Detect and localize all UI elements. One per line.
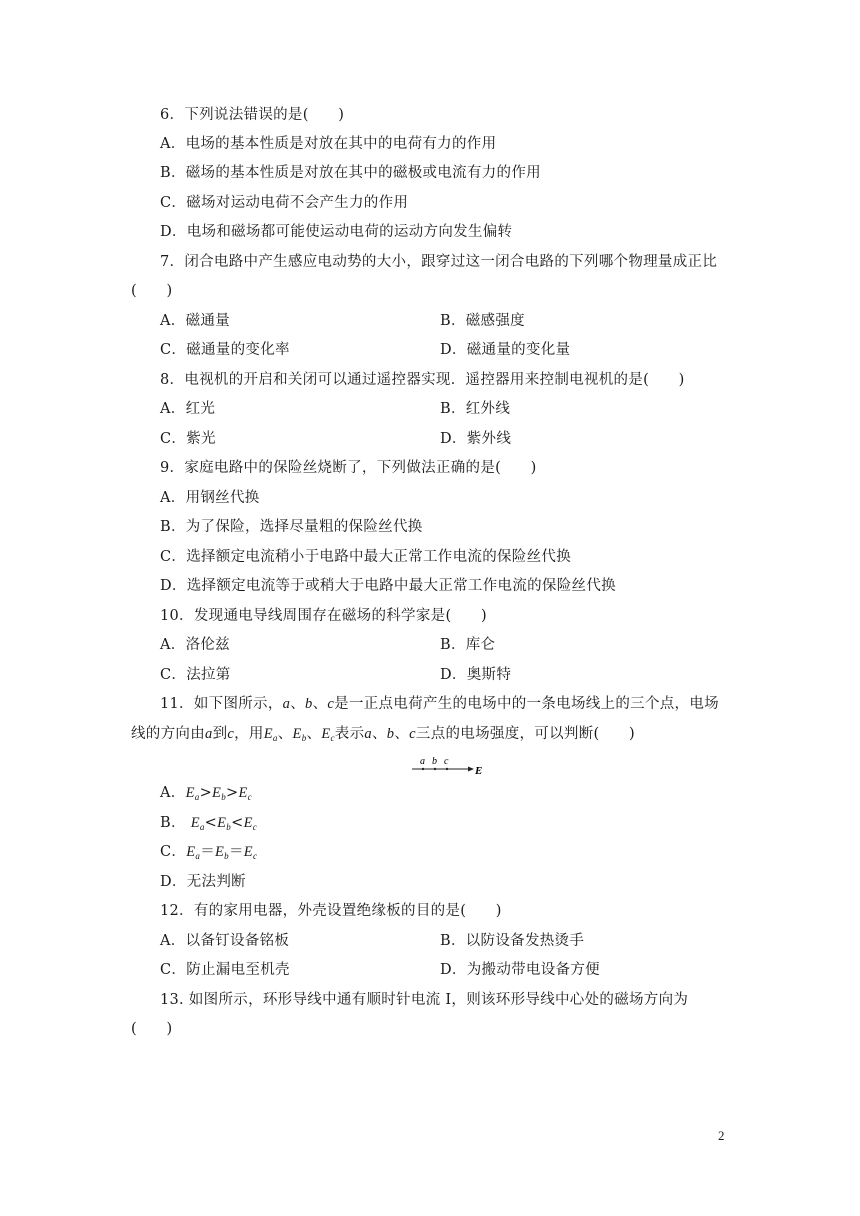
q12-option-d: D．为搬动带电设备方便 [440, 962, 600, 978]
q13-stem-line1: 13. 如图所示，环形导线中通有顺时针电流 I，则该环形导线中心处的磁场方向为 [160, 992, 689, 1008]
q12-option-a: A．以备钉设备铭板 [160, 933, 290, 949]
q11-stem-line2: 线的方向由a到c，用$E_a$、$E_b$、$E_c$表示a、b、c三点的电场强度，可以判断( ) [131, 726, 636, 743]
q11-option-b: B． $E_a<E_b<E_c$ [160, 815, 258, 832]
q6-stem: 6．下列说法错误的是( ) [160, 107, 345, 123]
q10-option-a: A．洛伦兹 [160, 637, 230, 653]
q9-option-c: C．选择额定电流稍小于电路中最大正常工作电流的保险丝代换 [160, 549, 571, 565]
field-arrowhead [468, 767, 474, 772]
electric-field-line-figure [410, 756, 490, 778]
q10-option-c: C．法拉第 [160, 667, 231, 683]
q9-option-b: B．为了保险，选择尽量粗的保险丝代换 [160, 519, 423, 535]
q10-option-b: B．库仑 [440, 637, 496, 653]
figure-label-a: a [420, 756, 425, 767]
q8-option-c: C．紫光 [160, 431, 216, 447]
point-c-dot [446, 768, 448, 770]
q8-option-a: A．红光 [160, 401, 216, 417]
point-b-dot [434, 768, 436, 770]
figure-label-b: b [432, 756, 437, 767]
q7-option-b: B．磁感强度 [440, 313, 525, 329]
q7-option-a: A．磁通量 [160, 313, 230, 329]
point-a-dot [422, 768, 424, 770]
q6-option-d: D．电场和磁场都可能使运动电荷的运动方向发生偏转 [160, 224, 513, 240]
q12-option-c: C．防止漏电至机壳 [160, 962, 290, 978]
figure-label-c: c [444, 756, 449, 767]
q9-option-a: A．用钢丝代换 [160, 490, 260, 506]
q6-option-b: B．磁场的基本性质是对放在其中的磁极或电流有力的作用 [160, 165, 541, 181]
q6-option-c: C．磁场对运动电荷不会产生力的作用 [160, 195, 409, 211]
q7-stem-line2: ( ) [131, 283, 173, 299]
q7-option-d: D．磁通量的变化量 [440, 342, 571, 358]
q12-option-b: B．以防设备发热烫手 [440, 933, 585, 949]
q10-option-d: D．奥斯特 [440, 667, 512, 683]
q8-option-b: B．红外线 [440, 401, 511, 417]
q11-stem-line1: 11．如下图所示，a、b、c是一正点电荷产生的电场中的一条电场线上的三个点，电场 [160, 696, 719, 712]
q9-option-d: D．选择额定电流等于或稍大于电路中最大正常工作电流的保险丝代换 [160, 578, 616, 594]
q12-stem: 12．有的家用电器，外壳设置绝缘板的目的是( ) [160, 903, 502, 919]
figure-label-E: E [475, 765, 483, 777]
q8-option-d: D．紫外线 [440, 431, 512, 447]
q13-stem-line2: ( ) [131, 1021, 173, 1037]
q6-option-a: A．电场的基本性质是对放在其中的电荷有力的作用 [160, 136, 497, 152]
q11-option-a: A．$E_a>E_b>E_c$ [160, 785, 252, 802]
q7-option-c: C．磁通量的变化率 [160, 342, 290, 358]
q10-stem: 10．发现通电导线周围存在磁场的科学家是( ) [160, 608, 487, 624]
page-number: 2 [718, 1128, 725, 1143]
q9-stem: 9．家庭电路中的保险丝烧断了，下列做法正确的是( ) [160, 460, 537, 476]
q7-stem-line1: 7．闭合电路中产生感应电动势的大小，跟穿过这一闭合电路的下列哪个物理量成正比 [160, 254, 718, 270]
q11-option-d: D．无法判断 [160, 874, 246, 890]
q11-option-c: C．$E_a=E_b=E_c$ [160, 844, 258, 861]
q8-stem: 8．电视机的开启和关闭可以通过遥控器实现．遥控器用来控制电视机的是( ) [160, 372, 685, 388]
